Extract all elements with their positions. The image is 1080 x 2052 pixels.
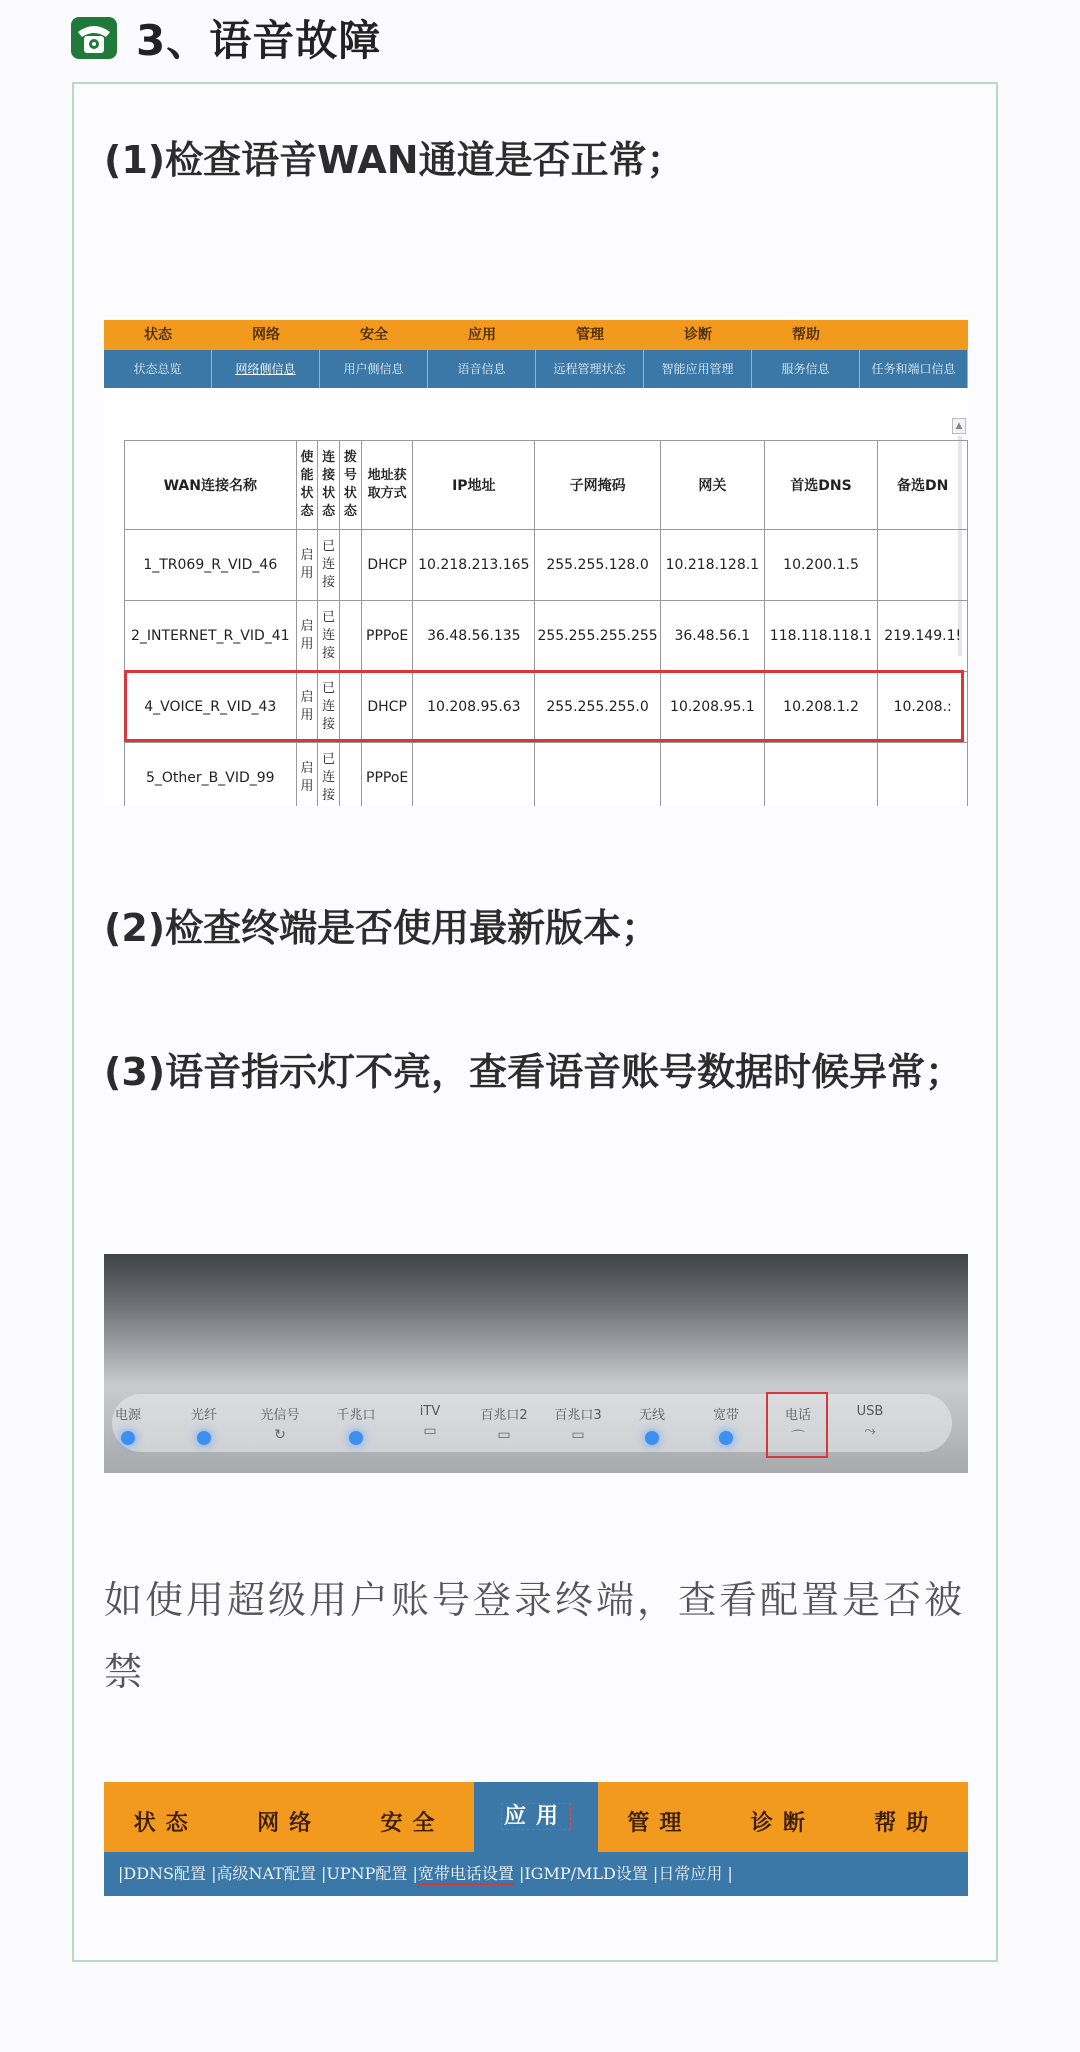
blue-led-icon [349, 1431, 363, 1445]
table-cell: 已连接 [318, 601, 340, 672]
column-header: 子网掩码 [535, 441, 661, 530]
column-header: 首选DNS [764, 441, 878, 530]
led-label: 无线 [638, 1408, 665, 1423]
column-header: IP地址 [413, 441, 535, 530]
phone-led-highlight-box [766, 1392, 828, 1458]
table-cell: 5_Other_B_VID_99 [125, 743, 297, 807]
scroll-up-arrow-icon: ▲ [952, 418, 966, 434]
table-cell: 已连接 [318, 672, 340, 743]
column-header: 拨号状态 [340, 441, 362, 530]
submenu-item: 智能应用管理 [644, 350, 752, 388]
table-cell: 1_TR069_R_VID_46 [125, 530, 297, 601]
submenu-item: 高级NAT配置 [216, 1864, 316, 1883]
led-label: 电话 [784, 1408, 811, 1423]
menu-item: 安全 [360, 327, 388, 343]
submenu-item: 日常应用 [658, 1864, 723, 1883]
monitor-icon: ▭ [497, 1427, 511, 1443]
table-cell: 10.218.128.1 [661, 530, 765, 601]
telephone-icon [70, 16, 118, 60]
table-cell: 36.48.56.1 [661, 601, 765, 672]
led-itv [400, 1404, 460, 1439]
submenu-item-highlighted: 宽带电话设置 [417, 1864, 514, 1883]
menu-item: 诊断 [684, 327, 712, 343]
router-sub-menu: |DDNS配置 |高级NAT配置 |UPNP配置 |宽带电话设置 |IGMP/MLD设置 |日常应用 | [104, 1852, 968, 1896]
led-gigabit [326, 1404, 386, 1445]
led-broadband [696, 1404, 756, 1445]
table-cell: 启用 [296, 672, 318, 743]
table-cell [878, 530, 968, 601]
wan-status-screenshot [104, 320, 968, 806]
table-cell: DHCP [361, 530, 413, 601]
table-cell: 启用 [296, 530, 318, 601]
table-cell: PPPoE [361, 743, 413, 807]
submenu-item: 状态总览 [104, 350, 212, 388]
table-cell: PPPoE [361, 601, 413, 672]
table-cell [661, 743, 765, 807]
table-cell [413, 743, 535, 807]
wan-table [124, 440, 968, 806]
table-row [125, 530, 968, 601]
table-cell: 已连接 [318, 743, 340, 807]
step-2-text: (2)检查终端是否使用最新版本； [104, 906, 660, 950]
router-top-menu [104, 1782, 968, 1852]
column-header: 使能状态 [296, 441, 318, 530]
table-cell: 10.208.1.2 [764, 672, 878, 743]
app-menu-screenshot [104, 1782, 968, 1896]
table-cell [878, 743, 968, 807]
voice-row-highlight-box [124, 670, 964, 742]
blue-led-icon [645, 1431, 659, 1445]
led-label: 电源 [114, 1408, 141, 1423]
table-cell: 255.255.255.0 [535, 672, 661, 743]
led-label: 光信号 [260, 1408, 300, 1423]
note-text: 如使用超级用户账号登录终端，查看配置是否被禁 [104, 1578, 966, 1694]
table-cell: 36.48.56.135 [413, 601, 535, 672]
table-row [125, 601, 968, 672]
table-cell: 10.218.213.165 [413, 530, 535, 601]
blue-led-icon [197, 1431, 211, 1445]
menu-item: 管理 [576, 327, 604, 343]
table-cell [535, 743, 661, 807]
led-fiber [174, 1404, 234, 1445]
led-label: USB [856, 1404, 884, 1419]
step-1-text: (1)检查语音WAN通道是否正常； [104, 138, 685, 182]
submenu-item-active: 网络侧信息 [212, 350, 320, 388]
menu-item: 网络 [257, 1811, 322, 1836]
table-cell: 启用 [296, 601, 318, 672]
table-cell: 10.208.: [878, 672, 968, 743]
table-cell: 已连接 [318, 530, 340, 601]
table-cell [340, 601, 362, 672]
monitor-icon: ▭ [423, 1423, 437, 1439]
handset-icon: ⌒ [791, 1430, 805, 1446]
led-label: 光纤 [190, 1408, 217, 1423]
led-wireless [622, 1404, 682, 1445]
led-label: 百兆口2 [480, 1408, 528, 1423]
menu-item-active: 应用 [474, 1782, 597, 1852]
menu-item: 帮助 [792, 327, 820, 343]
table-cell: 10.208.95.1 [661, 672, 765, 743]
led-power [104, 1404, 158, 1445]
table-cell [340, 743, 362, 807]
submenu-item: UPNP配置 [326, 1864, 408, 1883]
table-cell [340, 530, 362, 601]
table-cell: 255.255.128.0 [535, 530, 661, 601]
menu-item: 应用 [468, 327, 496, 343]
table-cell: 2_INTERNET_R_VID_41 [125, 601, 297, 672]
menu-item: 管理 [627, 1811, 692, 1836]
menu-item: 诊断 [750, 1811, 815, 1836]
router-sub-menu [104, 350, 968, 388]
table-cell: 启用 [296, 743, 318, 807]
led-optical-signal [250, 1404, 310, 1443]
menu-item: 网络 [252, 327, 280, 343]
table-cell: 10.200.1.5 [764, 530, 878, 601]
menu-item: 安全 [380, 1811, 445, 1836]
submenu-item: 远程管理状态 [536, 350, 644, 388]
blue-led-icon [121, 1431, 135, 1445]
submenu-item: IGMP/MLD设置 [524, 1864, 648, 1883]
submenu-item: 服务信息 [752, 350, 860, 388]
column-header: 备选DN [878, 441, 968, 530]
led-usb [840, 1404, 900, 1439]
section-header [70, 8, 381, 68]
table-cell: 4_VOICE_R_VID_43 [125, 672, 297, 743]
table-header-row [125, 441, 968, 530]
blue-led-icon [719, 1431, 733, 1445]
step-3-text: (3)语音指示灯不亮，查看语音账号数据时候异常； [104, 1050, 964, 1094]
submenu-item: 语音信息 [428, 350, 536, 388]
table-cell: 118.118.118.1 [764, 601, 878, 672]
table-cell: DHCP [361, 672, 413, 743]
signal-icon: ↻ [274, 1427, 286, 1443]
table-row [125, 743, 968, 807]
section-title: 3、语音故障 [136, 16, 382, 65]
led-label: 千兆口 [336, 1408, 376, 1423]
menu-item: 状态 [144, 327, 172, 343]
led-label: iTV [419, 1404, 441, 1419]
menu-item: 状态 [133, 1811, 198, 1836]
submenu-item: 用户侧信息 [320, 350, 428, 388]
column-header: 地址获取方式 [361, 441, 413, 530]
table-cell [764, 743, 878, 807]
led-fast-eth-2 [474, 1404, 534, 1443]
submenu-item: DDNS配置 [123, 1864, 207, 1883]
monitor-icon: ▭ [571, 1427, 585, 1443]
column-header: 连接状态 [318, 441, 340, 530]
column-header: WAN连接名称 [125, 441, 297, 530]
led-panel-photo [104, 1254, 968, 1473]
led-fast-eth-3 [548, 1404, 608, 1443]
table-cell: 10.208.95.63 [413, 672, 535, 743]
submenu-item: 任务和端口信息 [860, 350, 968, 388]
column-header: 网关 [661, 441, 765, 530]
led-label: 宽带 [712, 1408, 739, 1423]
usb-icon: ⤳ [864, 1423, 876, 1439]
table-cell: 255.255.255.255 [535, 601, 661, 672]
led-label: 百兆口3 [554, 1408, 602, 1423]
menu-item: 帮助 [874, 1811, 939, 1836]
table-cell: 219.149.1! [878, 601, 968, 672]
router-top-menu [104, 320, 968, 350]
